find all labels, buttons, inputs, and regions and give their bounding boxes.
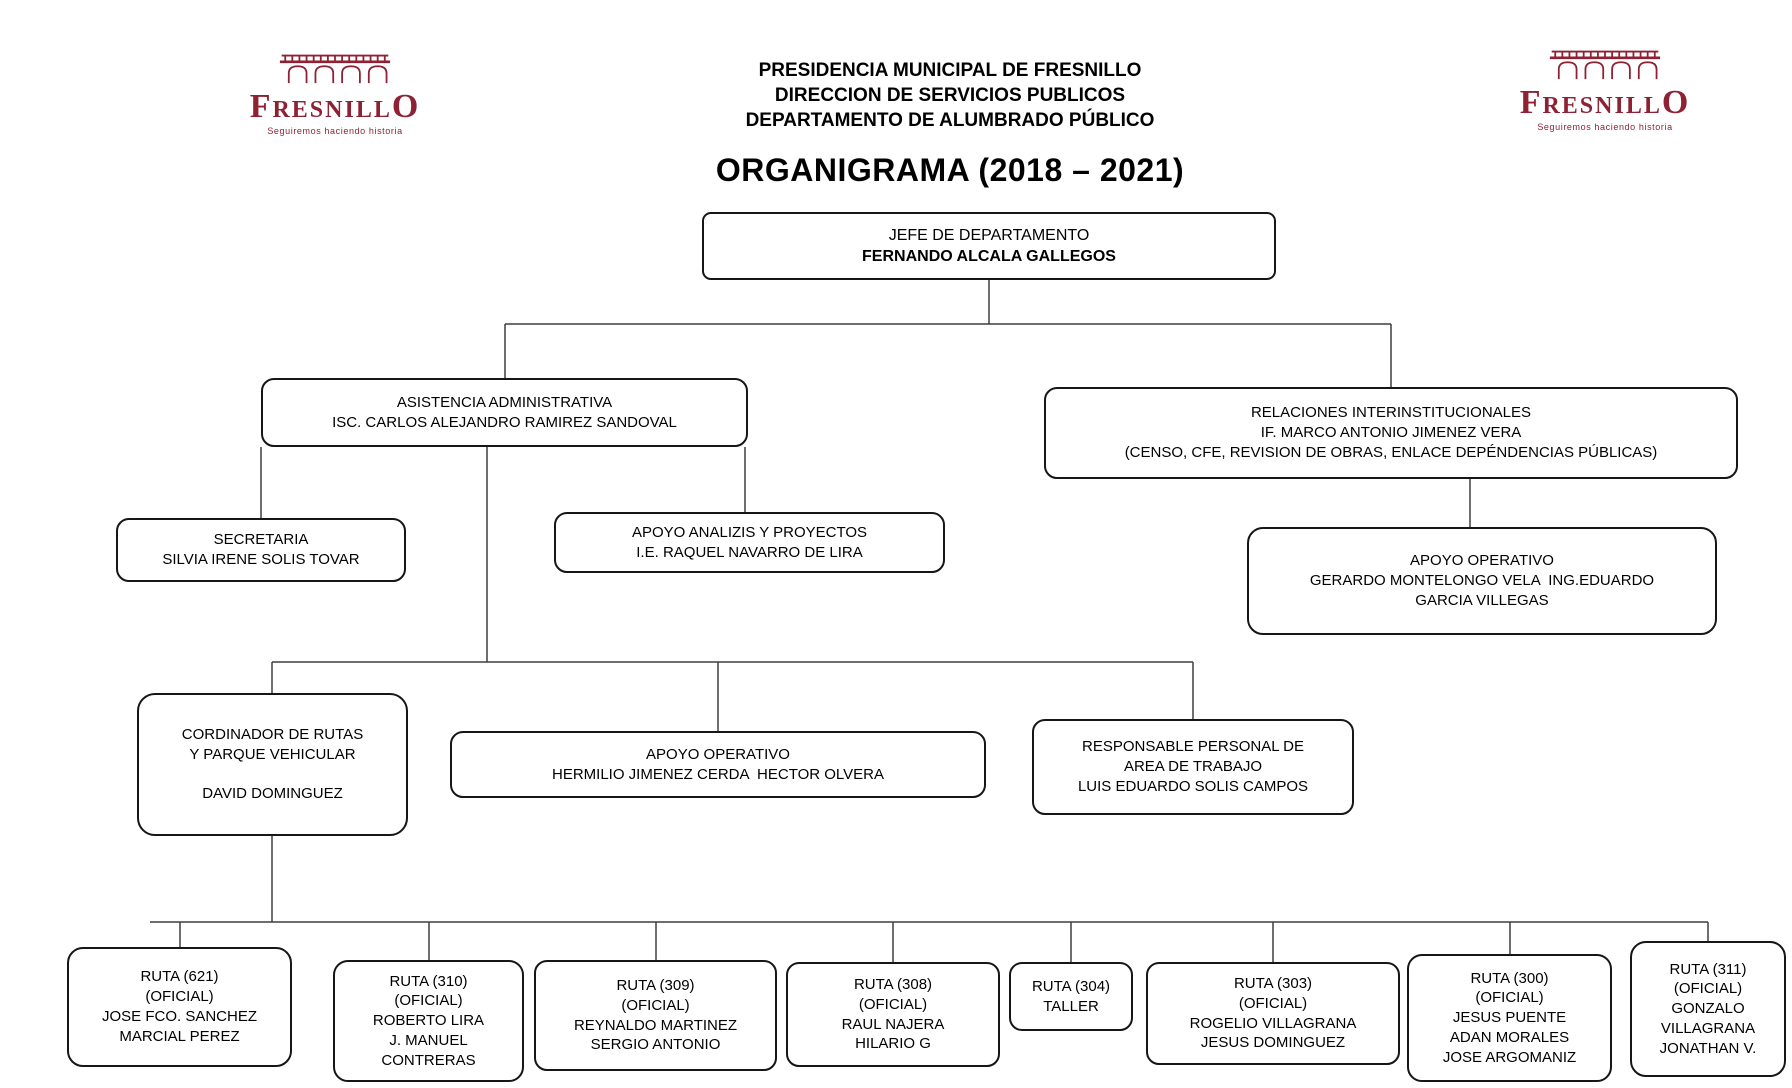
person-name: RAUL NAJERA <box>841 1015 945 1033</box>
header-line-2: DIRECCION DE SERVICIOS PUBLICOS <box>774 85 1126 107</box>
person-name: MARCIAL PEREZ <box>119 1027 240 1045</box>
person-name: I.E. RAQUEL NAVARRO DE LIRA <box>636 543 863 561</box>
role-title: CORDINADOR DE RUTAS <box>181 725 364 743</box>
route-role: (OFICIAL) <box>394 992 463 1010</box>
person-name: ADAN MORALES <box>1449 1028 1570 1046</box>
person-name: CONTRERAS <box>381 1051 476 1069</box>
route-title: RUTA (308) <box>853 975 933 993</box>
org-node-ruta-309 <box>534 960 777 1071</box>
document-header <box>600 58 1300 133</box>
org-node-ruta-310 <box>333 960 524 1082</box>
person-name: HERMILIO JIMENEZ CERDA HECTOR OLVERA <box>552 765 884 783</box>
person-name: JESUS PUENTE <box>1452 1009 1567 1027</box>
logo-tagline: Seguiremos haciendo historia <box>267 126 403 136</box>
role-title: RESPONSABLE PERSONAL DE <box>1081 738 1305 756</box>
route-title: RUTA (300) <box>1470 969 1549 987</box>
org-node-coordinador-rutas <box>137 693 408 836</box>
route-title: RUTA (304) <box>1031 977 1111 995</box>
route-role: (OFICIAL) <box>1673 980 1743 998</box>
route-title: RUTA (310) <box>389 972 468 990</box>
org-node-ruta-621 <box>67 947 292 1067</box>
logo-wordmark: FresnillO <box>249 88 421 125</box>
person-name: GONZALO <box>1671 1000 1745 1018</box>
person-name: SERGIO ANTONIO <box>590 1036 721 1054</box>
role-title: SECRETARIA <box>213 531 309 549</box>
org-node-apoyo-operativo-relaciones <box>1247 527 1717 635</box>
role-title: JEFE DE DEPARTAMENTO <box>888 226 1090 244</box>
org-chart-title: ORGANIGRAMA (2018 – 2021) <box>715 152 1185 188</box>
role-detail: (CENSO, CFE, REVISION DE OBRAS, ENLACE DEPÉNDENCIAS PÚBLICAS) <box>1124 443 1658 461</box>
person-name: GERARDO MONTELONGO VELA ING.EDUARDO <box>1309 572 1655 590</box>
role-title: APOYO OPERATIVO <box>646 745 790 763</box>
person-name: JOSE ARGOMANIZ <box>1442 1048 1577 1066</box>
aqueduct-icon <box>272 52 398 84</box>
org-node-ruta-308 <box>786 962 1000 1067</box>
fresnillo-logo-right <box>1510 48 1700 132</box>
org-node-jefe-departamento <box>702 212 1276 280</box>
person-name: IF. MARCO ANTONIO JIMENEZ VERA <box>1260 424 1522 442</box>
org-node-responsable-personal <box>1032 719 1354 815</box>
person-name: FERNANDO ALCALA GALLEGOS <box>862 248 1116 265</box>
org-node-asistencia-administrativa <box>261 378 748 447</box>
aqueduct-icon <box>1542 48 1668 80</box>
person-name: REYNALDO MARTINEZ <box>573 1016 738 1034</box>
role-title: AREA DE TRABAJO <box>1123 758 1263 776</box>
role-title: APOYO ANALIZIS Y PROYECTOS <box>631 523 868 541</box>
logo-tagline: Seguiremos haciendo historia <box>1537 122 1673 132</box>
logo-wordmark: FresnillO <box>1519 84 1691 121</box>
person-name: ROBERTO LIRA <box>372 1012 485 1030</box>
person-name: ROGELIO VILLAGRANA <box>1189 1014 1357 1032</box>
person-name: SILVIA IRENE SOLIS TOVAR <box>162 551 360 568</box>
header-line-3: DEPARTAMENTO DE ALUMBRADO PÚBLICO <box>745 110 1155 132</box>
person-name: DAVID DOMINGUEZ <box>202 785 343 803</box>
org-node-ruta-304 <box>1009 962 1133 1031</box>
person-name: J. MANUEL <box>389 1031 468 1049</box>
route-role: (OFICIAL) <box>145 988 214 1006</box>
org-node-relaciones-interinstitucionales <box>1044 387 1738 479</box>
org-node-ruta-311 <box>1630 941 1786 1077</box>
route-title: RUTA (311) <box>1669 960 1747 978</box>
person-name: JOSE FCO. SANCHEZ <box>101 1008 258 1025</box>
person-name: JESUS DOMINGUEZ <box>1200 1034 1346 1052</box>
route-title: RUTA (309) <box>616 976 695 994</box>
route-title: RUTA (621) <box>140 968 219 986</box>
route-role: TALLER <box>1043 997 1099 1015</box>
person-name: HILARIO G <box>855 1035 931 1053</box>
person-name: JONATHAN V. <box>1659 1039 1757 1057</box>
role-title: APOYO OPERATIVO <box>1410 552 1554 570</box>
org-node-apoyo-analizis-proyectos <box>554 512 945 573</box>
org-node-secretaria <box>116 518 406 582</box>
route-role: (OFICIAL) <box>1238 994 1308 1012</box>
org-node-apoyo-operativo <box>450 731 986 798</box>
route-role: (OFICIAL) <box>858 995 928 1013</box>
person-name: VILLAGRANA <box>1660 1019 1756 1037</box>
role-title: RELACIONES INTERINSTITUCIONALES <box>1250 404 1532 422</box>
org-node-ruta-303 <box>1146 962 1400 1065</box>
person-name: ISC. CARLOS ALEJANDRO RAMIREZ SANDOVAL <box>332 413 677 431</box>
org-node-ruta-300 <box>1407 954 1612 1082</box>
route-role: (OFICIAL) <box>1475 989 1544 1007</box>
route-title: RUTA (303) <box>1233 974 1313 992</box>
fresnillo-logo-left <box>240 52 430 136</box>
route-role: (OFICIAL) <box>621 996 690 1014</box>
role-title: Y PARQUE VEHICULAR <box>189 745 356 763</box>
person-name: GARCIA VILLEGAS <box>1415 591 1549 609</box>
person-name: LUIS EDUARDO SOLIS CAMPOS <box>1077 777 1309 795</box>
header-line-1: PRESIDENCIA MUNICIPAL DE FRESNILLO <box>758 60 1142 81</box>
role-title: ASISTENCIA ADMINISTRATIVA <box>396 393 613 411</box>
